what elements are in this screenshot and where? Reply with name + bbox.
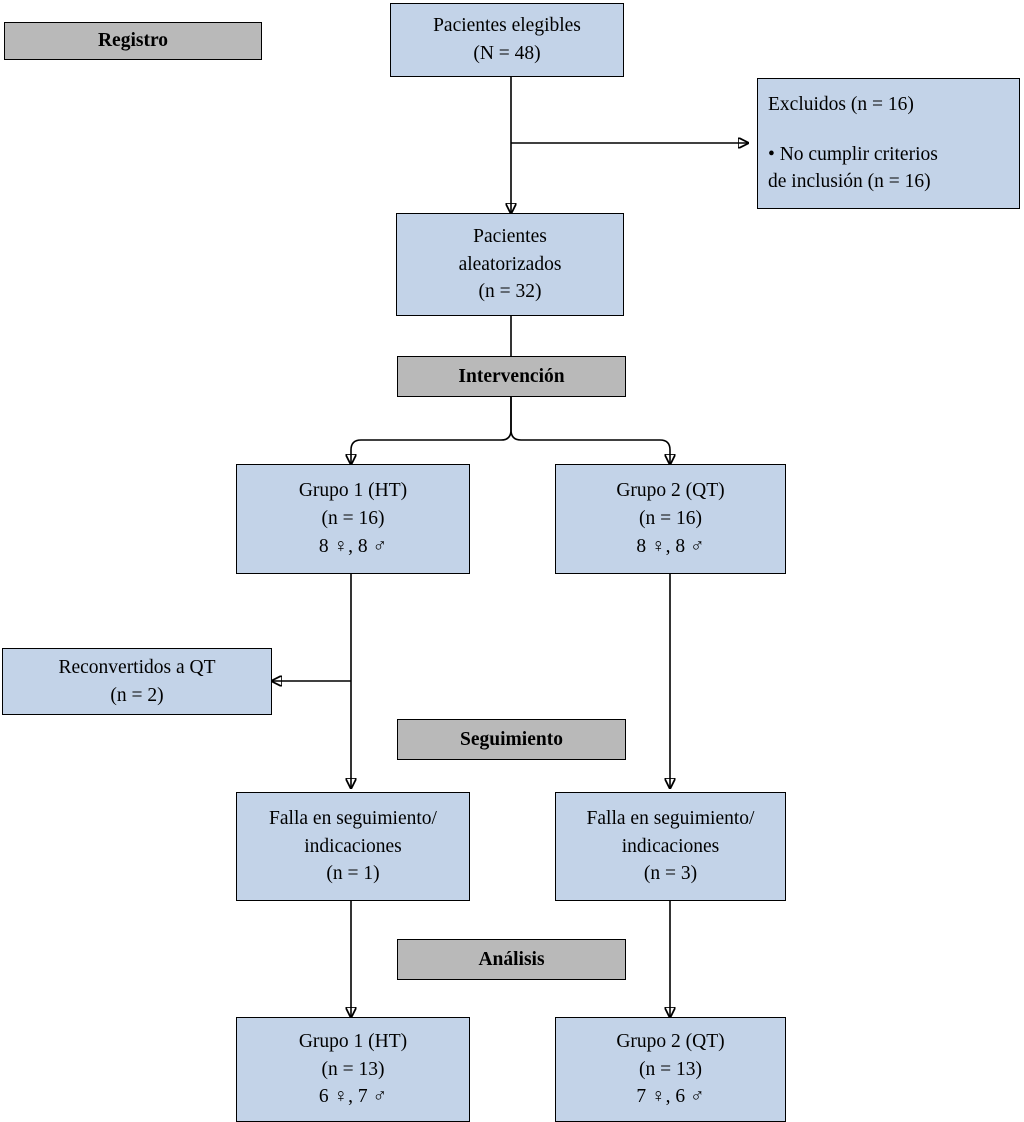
- stage-registro: [4, 22, 262, 60]
- stage-seguimiento: Seguimiento: [397, 719, 626, 760]
- node-group1-ht: Grupo 1 (HT) (n = 16) 8 ♀, 8 ♂: [236, 464, 470, 574]
- stage-analisis: Análisis: [397, 939, 626, 980]
- node-eligible-patients: Pacientes elegibles (N = 48): [390, 3, 624, 77]
- node-final-group1-ht: Grupo 1 (HT) (n = 13) 6 ♀, 7 ♂: [236, 1017, 470, 1122]
- node-excluded: Excluidos (n = 16) • No cumplir criterios de inclusión (n = 16): [757, 78, 1020, 209]
- stage-intervencion: Intervención: [397, 356, 626, 397]
- node-loss-followup-group1: Falla en seguimiento/ indicaciones (n = 1): [236, 792, 470, 901]
- stage-registro-label: Registro: [97, 30, 169, 52]
- node-randomized-patients: Pacientes aleatorizados (n = 32): [396, 213, 624, 316]
- node-final-group2-qt: Grupo 2 (QT) (n = 13) 7 ♀, 6 ♂: [555, 1017, 786, 1122]
- link-intervention-split-right: [511, 397, 670, 464]
- link-intervention-split-left: [351, 397, 511, 464]
- node-group2-qt: Grupo 2 (QT) (n = 16) 8 ♀, 8 ♂: [555, 464, 786, 574]
- node-loss-followup-group2: Falla en seguimiento/ indicaciones (n = 3): [555, 792, 786, 901]
- node-reconverted-qt: Reconvertidos a QT (n = 2): [2, 648, 272, 715]
